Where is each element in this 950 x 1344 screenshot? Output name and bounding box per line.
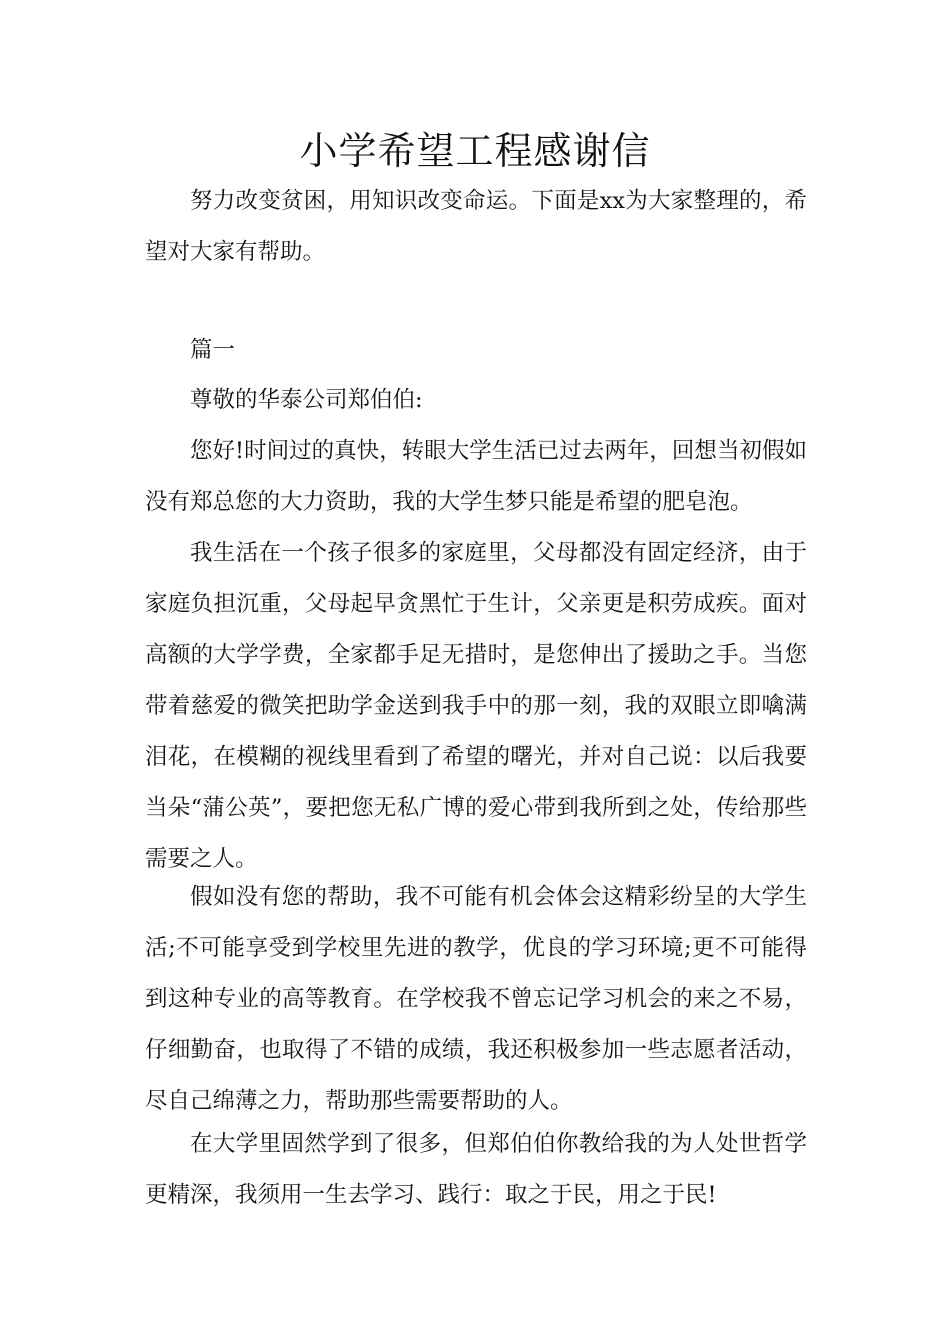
page-title: 小学希望工程感谢信	[299, 129, 651, 173]
body-paragraph-3: 假如没有您的帮助，我不可能有机会体会这精彩纷呈的大学生活;不可能享受到学校里先进的教学，优良的学习环境;更不可能得到这种专业的高等教育。在学校我不曾忘记学习机会的来之不易，仔细勤奋，也取得了不错的成绩，我还积极参加一些志愿者活动，尽自己绵薄之力，帮助那些需要帮助的人。	[145, 884, 807, 1114]
body-paragraph-4: 在大学里固然学到了很多，但郑伯伯你教给我的为人处世哲学更精深，我须用一生去学习、践行：取之于民，用之于民!	[145, 1131, 807, 1208]
salutation: 尊敬的华泰公司郑伯伯:	[190, 387, 423, 413]
body-paragraph-2: 我生活在一个孩子很多的家庭里，父母都没有固定经济，由于家庭负担沉重，父母起早贪黑忙于生计，父亲更是积劳成疾。面对高额的大学学费，全家都手足无措时，是您伸出了援助之手。当您带着慈爱的微笑把助学金送到我手中的那一刻，我的双眼立即噙满泪花，在模糊的视线里看到了希望的曙光，并对自己说：以后我要当朵“蒲公英”，要把您无私广博的爱心带到我所到之处，传给那些需要之人。	[145, 540, 807, 872]
intro-paragraph: 努力改变贫困，用知识改变命运。下面是xx为大家整理的，希望对大家有帮助。	[145, 188, 807, 265]
section-label: 篇一	[190, 337, 236, 363]
body-paragraph-1: 您好!时间过的真快，转眼大学生活已过去两年，回想当初假如没有郑总您的大力资助，我的大学生梦只能是希望的肥皂泡。	[145, 438, 807, 515]
